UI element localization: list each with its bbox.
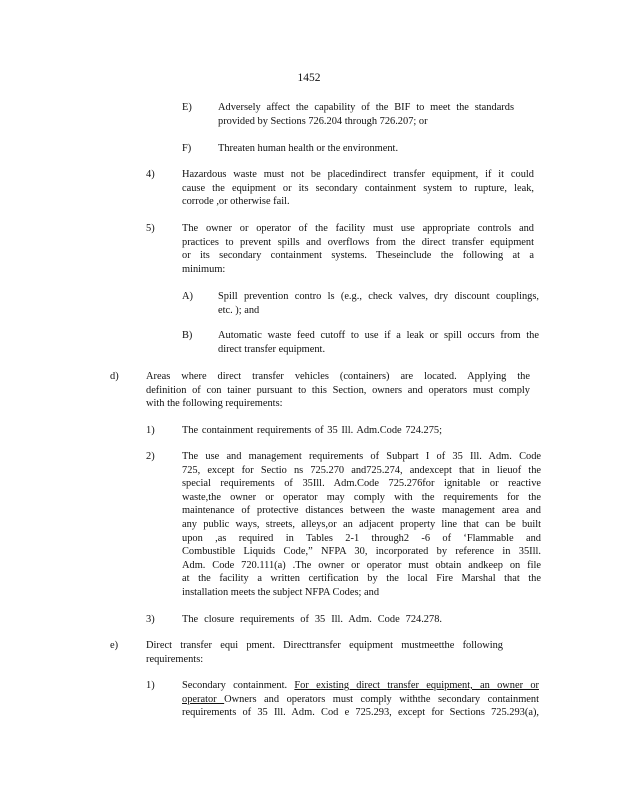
text-line: Combustible Liquids Code,” NFPA 30, incorporated by reference in 35Ill. xyxy=(182,546,541,558)
item-text-d2 xyxy=(182,450,541,600)
text-line: The owner or operator of the facility must use appropriate controls and xyxy=(182,223,534,234)
item-text-d xyxy=(146,370,530,411)
item-text-E xyxy=(218,101,514,128)
item-label-B: B) xyxy=(182,330,193,341)
text-line xyxy=(182,679,539,693)
text-line xyxy=(182,706,539,720)
text-line: Direct transfer equi pment. Directtransfer equipment mustmeetthe following xyxy=(146,640,503,651)
text-line: Areas where direct transfer vehicles (containers) are located. Applying the xyxy=(146,371,530,382)
text-run: Secondary containment. xyxy=(182,680,295,691)
item-text-e1 xyxy=(182,679,539,720)
text-line: The containment requirements of 35 Ill. Adm.Code 724.275; xyxy=(182,425,442,436)
text-line: at the facility a written certification by the local Fire Marshal that the xyxy=(182,573,541,585)
text-line: waste,the owner or operator may comply with the requirements for the xyxy=(182,491,541,503)
item-text-d1 xyxy=(182,424,442,438)
text-line xyxy=(182,693,539,707)
text-line: maintenance of protective distances between the waste management area and xyxy=(182,505,541,517)
page-number: 1452 xyxy=(297,72,321,84)
item-label-d: d) xyxy=(110,371,119,382)
item-text-d3 xyxy=(182,613,442,627)
text-line: upon ,as required in Tables 2-1 through2 -6 of ‘Flammable and xyxy=(182,532,541,544)
item-label-4: 4) xyxy=(146,169,155,180)
item-text-5 xyxy=(182,222,534,276)
text-line: or its secondary containment systems. Theseinclude the following at a xyxy=(182,250,534,262)
text-line: Spill prevention contro ls (e.g., check valves, dry discount couplings, xyxy=(218,291,539,302)
text-line: etc. ); and xyxy=(218,304,260,316)
text-line: Threaten human health or the environment. xyxy=(218,143,399,154)
text-line: 725, except for Sectio ns 725.270 and725.274, andexcept that in lieuof the xyxy=(182,464,541,476)
text-run: requirements of 35 Ill. Adm. Cod e 725.293, except for Sections 725.293(a), xyxy=(182,707,539,719)
item-label-E: E) xyxy=(182,102,192,113)
text-line: definition of con tainer pursuant to this Section, owners and operators must comply xyxy=(146,384,530,396)
item-label-d3: 3) xyxy=(146,614,155,625)
text-line: requirements: xyxy=(146,653,204,665)
item-text-4 xyxy=(182,168,534,209)
item-label-5: 5) xyxy=(146,223,155,234)
text-line: practices to prevent spills and overflows from the direct transfer equipment xyxy=(182,236,534,248)
text-line: direct transfer equipment. xyxy=(218,343,326,355)
item-text-F xyxy=(218,142,418,156)
text-line: special requirements of 35Ill. Adm.Code 725.276for ignitable or reactive xyxy=(182,478,541,490)
item-text-A xyxy=(218,290,539,317)
item-label-d2: 2) xyxy=(146,451,155,462)
text-line: Adversely affect the capability of the BIF to meet the standards xyxy=(218,102,514,113)
text-line: The closure requirements of 35 Ill. Adm. Code 724.278. xyxy=(182,614,442,625)
text-run: Owners and operators must comply withthe secondary containment xyxy=(224,693,540,705)
text-line: corrode ,or otherwise fail. xyxy=(182,196,290,208)
item-label-F: F) xyxy=(182,143,192,154)
underlined-text-run: For existing direct transfer equipment, an owner or xyxy=(294,680,539,691)
underlined-text-run: operator xyxy=(182,693,225,705)
item-text-B xyxy=(218,329,539,356)
text-line: The use and management requirements of Subpart I of 35 Ill. Adm. Code xyxy=(182,451,541,462)
text-line: any public ways, streets, alleys,or an adjacent property line that can be built xyxy=(182,518,541,530)
item-label-e1: 1) xyxy=(146,680,155,691)
text-line: with the following requirements: xyxy=(146,398,283,410)
text-line: Automatic waste feed cutoff to use if a leak or spill occurs from the xyxy=(218,330,539,341)
text-line: Hazardous waste must not be placedindirect transfer equipment, if it could xyxy=(182,169,534,180)
text-line: Adm. Code 720.111(a) .The owner or operator must obtain andkeep on file xyxy=(182,559,541,571)
item-label-A: A) xyxy=(182,291,193,302)
item-label-e: e) xyxy=(110,640,119,651)
text-line: minimum: xyxy=(182,263,226,275)
text-line: cause the equipment or its secondary containment system to rupture, leak, xyxy=(182,182,534,194)
item-label-d1: 1) xyxy=(146,425,155,436)
item-text-e xyxy=(146,639,503,666)
text-line: installation meets the subject NFPA Codes; and xyxy=(182,586,380,598)
text-line: provided by Sections 726.204 through 726.207; or xyxy=(218,115,428,127)
